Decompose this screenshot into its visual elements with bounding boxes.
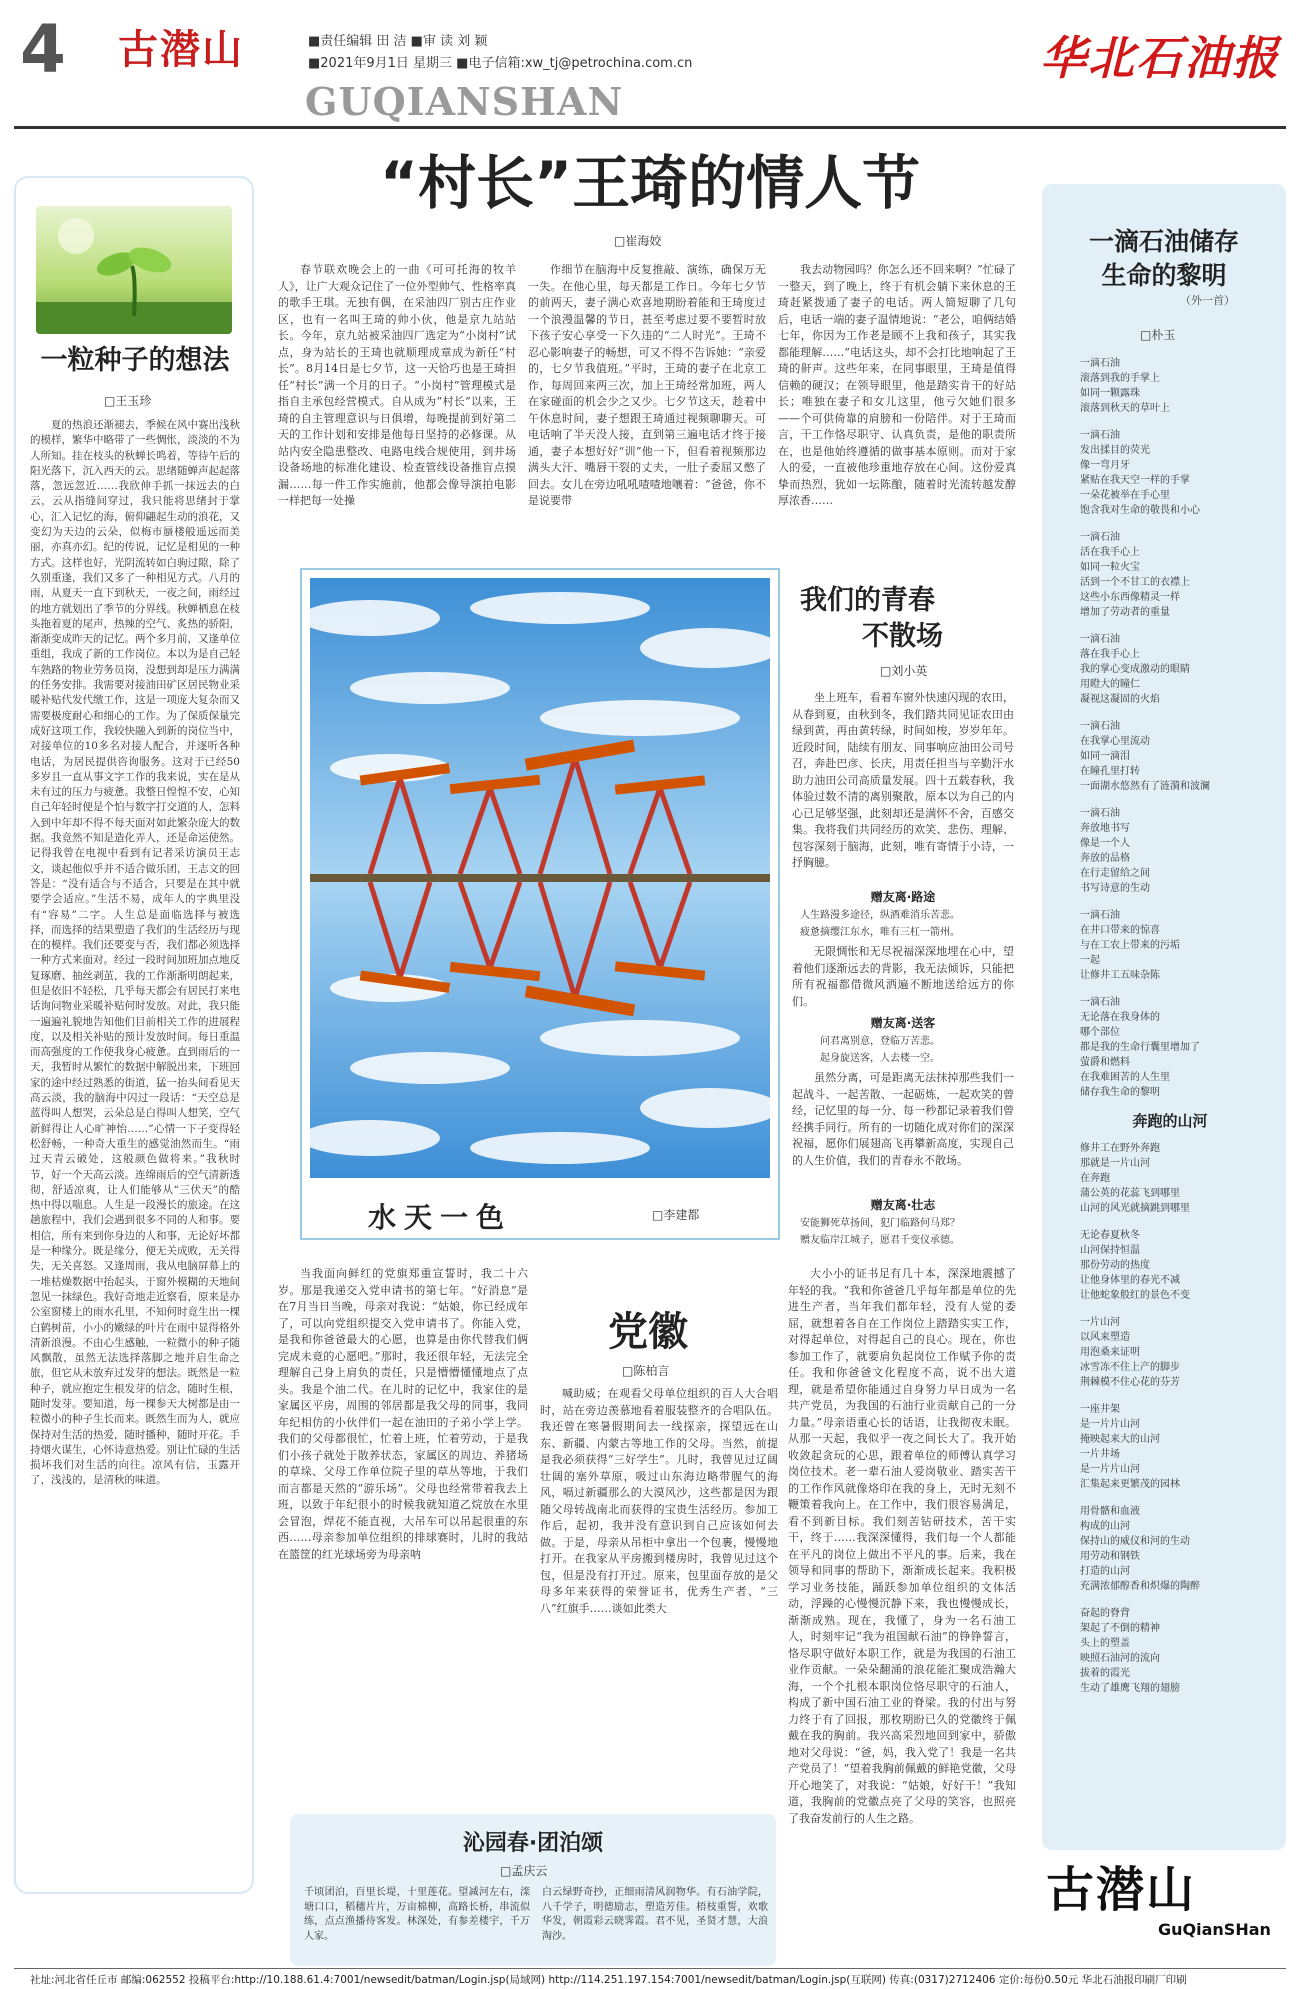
oil-sub-title: 奔跑的山河 bbox=[1132, 1112, 1208, 1130]
pumpjack-reflection-icon bbox=[310, 578, 770, 1178]
youth-sub-1: 赠友离·路途 bbox=[870, 890, 936, 904]
party-col2: 喊助威；在观看父母单位组织的百人大合唱时，站在旁边羡慕地看着服装整齐的合唱队伍。我还曾在寒暑假期间去一线探亲，探望远在山东、新疆、内蒙古等地工作的父母。当然，前提是我必须获得“三好学生”。儿时，我曾见过辽阔壮阔的塞外草原，吸过山东海边略带腥气的海风，嗝过新疆那么的大漠风沙，这些都是因为跟随父母转战南北而获得的宝贵生活经历。参加工作后，起初，我并没有意识到自己应该如何去做。于是，母亲从吊柜中拿出一个包裹，慢慢地打开。在我家从平房搬到楼房时，我曾见过这个包，但是没有打开过。原来，包里面存放的是父母多年来获得的荣誉证书，优秀生产者、“三八”红旗手……谈如此类大 bbox=[540, 1387, 778, 1615]
main-col3: 我去动物园吗？你怎么还不回来啊？”忙碌了一整天，到了晚上，终于有机会躺下来休息的王琦赶紧拨通了妻子的电话。两人简短聊了几句后，电话一端的妻子温情地说：“老公，咱俩结婚七年，你因为工作老是顾不上我和孩子，其实我都能理解……”电话这头，却不会打比地响起了王琦的鼾声。这些年来，在同事眼里，王琦是值得信赖的硬汉；在领导眼里，他是踏实肯干的好站长；唯独在妻子和女儿这里，他亏欠她们很多——个可供倚靠的肩膀和一份陪伴。对于王琦而言，干工作恪尽职守、认真负责，是他的职责所在，也是他始终遵循的做事基本原则。而对于家人的爱，一直被他珍重地存放在心间。这份爱真挚而热烈，犹如一坛陈酿，随着时光流转越发醇厚浓香…… bbox=[778, 263, 1016, 507]
section-logo-cn: 古潜山 bbox=[1046, 1862, 1197, 1918]
youth-body-2: 无限惆怅和无尽祝福深深地埋在心中，望着他们逐渐远去的背影，我无法倾诉，只能把所有祝福都借微风洒遍不断地送给远方的你们。 bbox=[792, 945, 1014, 1008]
youth-sub-2: 赠友离·送客 bbox=[870, 1016, 936, 1030]
reunion-poem-right: 白云绿野奇抄，正细雨清风润物华。有石油学院，八千学子，明德励志，塑造芳佳。梧枝重誓，欢歌华发，朝霞彩云晓霁霞。君不见，圣贤才慧，大浪淘沙。 bbox=[542, 1887, 768, 1942]
party-byline: □陈柏言 bbox=[622, 1364, 670, 1378]
main-byline: □崔海姣 bbox=[614, 234, 662, 248]
seed-title: 一粒种子的想法 bbox=[40, 345, 230, 376]
footer-rule bbox=[14, 1968, 1286, 1969]
youth-sub-3: 赠友离·壮志 bbox=[870, 1198, 936, 1212]
oil-poem-body: 一滴石油 滚落到我的手掌上 如同一颗露珠 滚落到秋天的草叶上 一滴石油 发出揉目的荧光 像一弯月牙 紧贴在我天空一样的手掌 一朵花被举在手心里 饱含我对生命的敬畏和小心 一滴石油 活在我手心上 如同一粒火宝 活到一个不甘工的衣襟上 这些小东西像精灵一样 增加了劳动者的重量 一滴石油 落在我手心上 我的掌心变成激动的眼睛 用瞪大的瞳仁 凝视这凝固的火焰 一滴石油 在我掌心里流动 如同一滴泪 在瞳孔里打转 一面湖水悠然有了涟漪和波澜 一滴石油 奔放地书写 像是一个人 奔放的品格 在行走留给之间 书写诗意的生动 一滴石油 在井口带来的惊喜 与在工农上带来的污垢 一起 让修井工五味杂陈 一滴石油 无论落在我身体的 哪个部位 都是我的生命行囊里增加了 萤爵和燃料 在我难困苦的人生里 储存我生命的黎明 奔跑的山河 修井工在野外奔跑 那就是一片山河 在奔跑 蒲公英的花蕊飞到哪里 山河的风光就摘跳到哪里 无论春夏秋冬 山河保持恒温 那份劳动的热度 让他身体里的春光不减 让他蛇象般红的景色不变 一片山河 以风来塑造 用泡桑来证明 冰雪冻不住上产的脚步 荆棘模不住心花的芬芳 一座井架 是一片片山河 掩映起来大的山河 一片井场 是一片片山河 汇集起来更繁茂的园林 用骨骼和血液 构成的山河 保持山的威仪和河的生动 用劳动和钢铁 打造的山河 充满浓郁醇香和炽爆的陶醉 奋起的脊背 架起了不倒的精神 头上的塑盖 映照石油河的流向 拔着的霞光 生动了雄鹰飞翔的翅膀 bbox=[1080, 356, 1280, 1836]
header-editor: ■责任编辑 田 洁 ■审 读 刘 颖 bbox=[308, 34, 488, 49]
party-title: 党徽 bbox=[608, 1309, 688, 1355]
party-col3: 大小小的证书足有几十本，深深地震撼了年轻的我。“我和你爸爸几乎每年都是单位的先进生产者，当年我们都年轻，没有人觉的委屈，就想着各自在工作岗位上踏踏实实工作，对得起单位，对得起自己的良心。现在，你也参加工作了，就要肩负起岗位工作赋予你的责任。我和你爸爸文化程度不高，说不出大道理，就是希望你能通过自身努力早日成为一名共产党员，为我国的石油行业贡献自己的一分力量。”母亲语重心长的话语，让我彻夜未眠。从那一天起，我似乎一夜之间长大了。我开始收敛起贪玩的心思，跟着单位的师傅认真学习岗位技术。老一辈石油人爱岗敬业、踏实苦干的工作作风就像烙印在我的身上，无时无刻不鞭策着我向上。在工作中，我们很容易满足，看不到新目标。我们刻苦钻研技术，苦干实干，终于……我深深懂得，我们每一个人都能在平凡的岗位上做出不平凡的事。后来，我在领导和同事的帮助下，渐渐成长起来。我积极学习业务技能，踊跃参加单位组织的文体活动，浮躁的心慢慢沉静下来，我也慢慢成长，渐渐成熟。现在，我懂了，身为一名石油工人，时刻牢记“我为祖国献石油”的铮铮誓言，恪尽职守做好本职工作，就是为我国的石油工业作贡献。一朵朵翻涌的浪花能汇聚成浩瀚大海，一个个扎根本职岗位恪尽职守的石油人，构成了新中国石油工业的脊梁。我的付出与努力终于有了回报，那枚期盼已久的党徽终于佩戴在我的胸前。我兴高采烈地回到家中，骄傲地对父母说：“爸，妈，我入党了！我是一名共产党员了！”望着我胸前佩戴的鲜艳党徽，父母开心地笑了，对我说：“姑娘，好好干！”我知道，我胸前的党徽点亮了父母的笑容，也照亮了我奋发前行的人生之路。 bbox=[788, 1267, 1016, 1825]
header-date: ■2021年9月1日 星期三 ■电子信箱:xw_tj@petrochina.com.cn bbox=[308, 56, 693, 71]
oil-title-1: 一滴石油储存 bbox=[1088, 227, 1239, 256]
sprout-icon bbox=[36, 206, 232, 334]
oil-byline: □朴玉 bbox=[1140, 328, 1176, 342]
oil-title-2: 生命的黎明 bbox=[1101, 261, 1227, 290]
reunion-title: 沁园春·团泊颂 bbox=[462, 1831, 604, 1856]
reunion-poem-left: 千顷团泊，百里长堤，十里莲花。望减河左右，滦塘口口，稻穗片片，万亩棉柳，高路长桥，串流似练，点点渔播待客发。林深处，有参差楼宇，千万人家。 bbox=[304, 1887, 530, 1942]
photo-caption: 水天一色 bbox=[368, 1201, 513, 1234]
party-col1: 当我面向鲜红的党旗郑重宣誓时，我二十六岁。那是我递交入党申请书的第七年。“好消息”是在7月当日当晚，母亲对我说：“姑娘，你已经成年了，可以向党组织提交入党申请书了。你能入党，是我和你爸爸最大的心愿，也算是由你代替我们俩完成未竟的心愿吧。”那时，我还很年轻，无法完全理解自己身上肩负的责任，只是懵懵懂懂地点了点头。我是个油二代。在儿时的记忆中，我家住的是家属区平房，周围的邻居都是我父母的同事，我同年纪相仿的小伙伴们一起在油田的子弟小学上学。我们的父母都很忙，忙着上班，忙着劳动，于是我们小孩子就处于散养状态，家属区的周边、养猪场的草垛、父母工作单位院子里的草丛等地，于我们而言都是天然的“游乐场”。父母也经常带着我去上班，以致于年纪很小的时候我就知道乙烷放在水里会冒泡，焊花不能直视，大吊车可以吊起很重的东西……母亲参加单位组织的排球赛时，儿时的我站在篮筐的红光球场旁为母亲呐 bbox=[278, 1267, 528, 1561]
main-col2: 作细节在脑海中反复推敲、演练，确保万无一失。在他心里，每天都是工作日。今年七夕节的前两天，妻子满心欢喜地期盼着能和王琦度过一个浪漫温馨的节日，甚至考虑过要不要暂时放下孩子安心享受一下久违的“二人时光”。王琦不忍心影响妻子的畅想，可又不得不告诉她：“亲爱的，七夕节我值班。”平时，王琦的妻子在北京工作，每周回来两三次，加上王琦经常加班，两人在家碰面的机会少之又少。七夕节这天，趁着中午休息时间，妻子想跟王琦通过视频聊聊天。可电话响了半天没人接，直到第三遍电话才终于接通，妻子本想好好“训”他一下，但看着视频那边满头大汗、嘴唇干裂的丈夫，一肚子委屈又憋了回去。女儿在旁边吼吼喳喳地嚷着：“爸爸，你不是说要带 bbox=[528, 263, 766, 507]
photo-byline: □李建都 bbox=[652, 1208, 700, 1222]
youth-poem-3: 安能狮死草扬间，犯门临路何马郑？ 赠友临岸江城子，愿君千变仪承德。 bbox=[800, 1218, 960, 1246]
photo-image bbox=[310, 578, 770, 1178]
youth-title-1: 我们的青春 bbox=[800, 585, 935, 616]
header-rule bbox=[14, 126, 1286, 129]
youth-byline: □刘小英 bbox=[880, 664, 928, 678]
masthead-logo: 华北石油报 bbox=[1040, 31, 1280, 85]
section-title: 古潜山 bbox=[118, 27, 244, 73]
main-col1: 春节联欢晚会上的一曲《可可托海的牧羊人》，让广大观众记住了一位外型帅气、性格率真的歌手王琪。无独有偶，在采油四厂别古庄作业区，也有一名叫王琦的帅小伙，他是京九站站长。今年，京九站被采油四厂选定为“小岗村”试点，身为站长的王琦也就顺理成章成为新任“村长”。8月14日是七夕节，这一天恰巧也是王琦担任“村长”满一个月的日子。“小岗村”管理模式是指自主承包经营模式。自从成为“村长”以来，王琦的自主管理意识与日俱增，每晚提前到好第二天的工作计划和安排是他每日坚持的必修课。从站内安全隐患整改、电路电线合规使用，到井场设备场地的标准化建设、检查管线设备推盲点摸漏……每一件工作实施前，他都会像导演拍电影一样把每一处操 bbox=[278, 263, 516, 507]
seed-body: 夏的热浪还渐褪去，季候在风中赛出浅秋的模样，繁华中略带了一些惆怅，淡淡的不为人所知。挂在枝头的秋蝉长鸣着，等待午后的阳光落下，沉入西天的云。思绪随蝉声起起落落，忽远忽近……我欣伸手抓一抹远去的白云，云从指缝间穿过，我只能将思绪封于掌心，汇入记忆的海，俯仰翩起生动的浪花，又变幻为天边的云朵，似梅市蜃楼般遥远而美丽，亦真亦幻。纪的传说，记忆是相见的一种方式。这样也好，光阴流转如白驹过隙，除了久别重逢，我们又多了一种相见方式。八月的雨，从夏天一直下到秋天，一夜之间，雨经过的地方就划出了季节的分界线。秋蝉栖息在枝头拖着夏的尾声，热辣的空气、炙热的骄阳，渐渐变成昨天的记忆。两个多月前，又逢单位重组，我成了新的工作岗位。本以为是自己轻车熟路的物业劳务员岗，没想到却是压力满满的任务安排。我需要对接油田矿区居民物业采暖补贴代发代缴工作，这是一项庞大复杂而又需要极度耐心和细心的工作。为了保质保量完成好这项工作，我较快融入到新的岗位当中，对接单位的10多名对接人配合，并逐听各种电话，为居民提供咨询服务。这对于已经50多岁且一直从事文字工作的我来说，实在是从未有过的压力与疲惫。我整日惶惶不安，心知自己年轻时便是个怕与数字打交道的人，怎料入到中年却不得不每天面对如此繁杂庞大的数据。我竟然不知是造化弄人，还是命运使然。记得我曾在电视中看到有记者采访演员王志文，谈起他似乎并不适合做乐团，王志文的回答是：“没有适合与不适合，只要是在其中就要学会适应。”生活不易，成年人的字典里没有“容易”二字。人生总是面临选择与被选择，而选择的结果塑造了我们的生活经历与现在的模样。我们还要变与否，我们都必须选择一种方式来面对。经过一段时间加班加点地反复琢磨、抽丝剥茧，我的工作渐渐明朗起来，但是依旧不轻松，几乎每天都会有居民打来电话询问物业采暖补贴何时发放。对此，我只能一遍遍礼貌地告知他们目前相关工作的进展程度，以及相关补贴的预计发放时间。每日重温而高强度的工作使我身心疲惫。直到雨后的一天，我暂时从繁忙的数据中解脱出来，下班回家的途中经过熟悉的街道，猛一抬头间看见天高云淡，我的脑海中闪过一段话：“天空总是蓝得叫人想哭，云朵总是白得叫人想笑，空气新鲜得让人心旷神怡……”心情一下子变得轻松舒畅，一种奇大重生的感觉油然而生。“雨过天青云破处，这般颜色做将来。”我秋时节，好一个天高云淡。连绵雨后的空气清新透彻，舒适凉爽，让人们能够从“三伏天”的酷热中得以喘息。人生是一段漫长的旅途。在这趟旅程中，我们会遇到很多不同的人和事。要相信，所有来到你身边的人和事，无论好坏都是一种缘分。既是缘分，便无关成败，无关得失，无关喜怒。又逢周雨，我从电脑屏幕上的一堆枯燥数据中抬起头，于窗外模糊的天地间忽见一抹绿色。我好奇地走近察看，原来是办公室窗楼上的雨水孔里，不知何时竟生出一棵白鹤树苗，小小的嫩绿的叶片在雨中显得格外清新浪漫。不由心生感触，一粒微小的种子随风飘散，虽然无法选择落脚之地并启生命之旅，但它从未放弃过发芽的想法。既然是一粒种子，就应抱定生根发芽的信念，随时生根，随时发芽。要知道，每一棵参天大树都是由一粒微小的种子生长而来。既然生而为人，就应保持对生活的热爱，随时播种，随时开花。手持烟火谋生，心怀诗意热爱。别让忙碌的生活损坏我们对生活的向往。凉风有信，玉露开了，浅浅的，是清秋的味道。 bbox=[30, 419, 240, 1487]
main-title: “村长”王琦的情人节 bbox=[379, 149, 921, 217]
youth-body-3: 虽然分离，可是距离无法抹掉那些我们一起战斗、一起苦散、一起砺炼，一起欢笑的曾经，记忆里的每一分、每一秒都记录着我们曾经携手同行。所有的一切随化成对你们的深深祝福，愿你们展翅高飞再攀新高度，实现自己的人生价值，我们的青春永不散场。 bbox=[792, 1071, 1014, 1167]
youth-poem-2: 问君离别意，登临万苦悲。 起身旋送客，人去楼一空。 bbox=[820, 1036, 940, 1064]
reunion-byline: □孟庆云 bbox=[500, 1864, 548, 1878]
section-title-en: GUQIANSHAN bbox=[305, 79, 624, 124]
section-logo-en: GuQianSHan bbox=[1158, 1920, 1271, 1939]
seed-byline: □王玉珍 bbox=[104, 394, 152, 408]
youth-poem-1: 人生路漫多途径，纵酒难消乐苦悲。 疲惫摘缨江东水，唯有三杠一箭州。 bbox=[800, 910, 960, 938]
page-number: 4 bbox=[20, 11, 66, 88]
footer-info: 社址:河北省任丘市 邮编:062552 投稿平台:http://10.188.61.4:7001/newsedit/batman/Login.jsp(局域网) http://114.251.197.154:7001/newsedit/batman/Login.jsp(互联网) 传真:(0317)2712406 定价:每份0.50元 华北石油报印刷厂印刷 bbox=[30, 1974, 1187, 1986]
seed-image bbox=[36, 206, 232, 334]
oil-subtitle: （外一首） bbox=[1180, 294, 1235, 307]
youth-body-1: 坐上班车，看着车窗外快速闪现的农田，从春到夏，由秋到冬，我们踏共同见证农田由绿到黄，再由黄转绿，时间如梭，岁岁年年。近段时间，陆续有朋友、同事响应油田公司号召，奔赴巴彦、长庆，用责任担当与辛勤汗水助力油田公司高质量发展。四十五载春秋，我体验过数不清的离别聚散，原本以为自己的内心已足够坚强，此刻却还是满怀不舍，百感交集。我将我们共同经历的欢笑、悲伤、理解、包容深刻于脑海，此刻，唯有寄情于小诗，一抒胸臆。 bbox=[792, 691, 1014, 869]
youth-title-2: 不散场 bbox=[862, 621, 943, 652]
